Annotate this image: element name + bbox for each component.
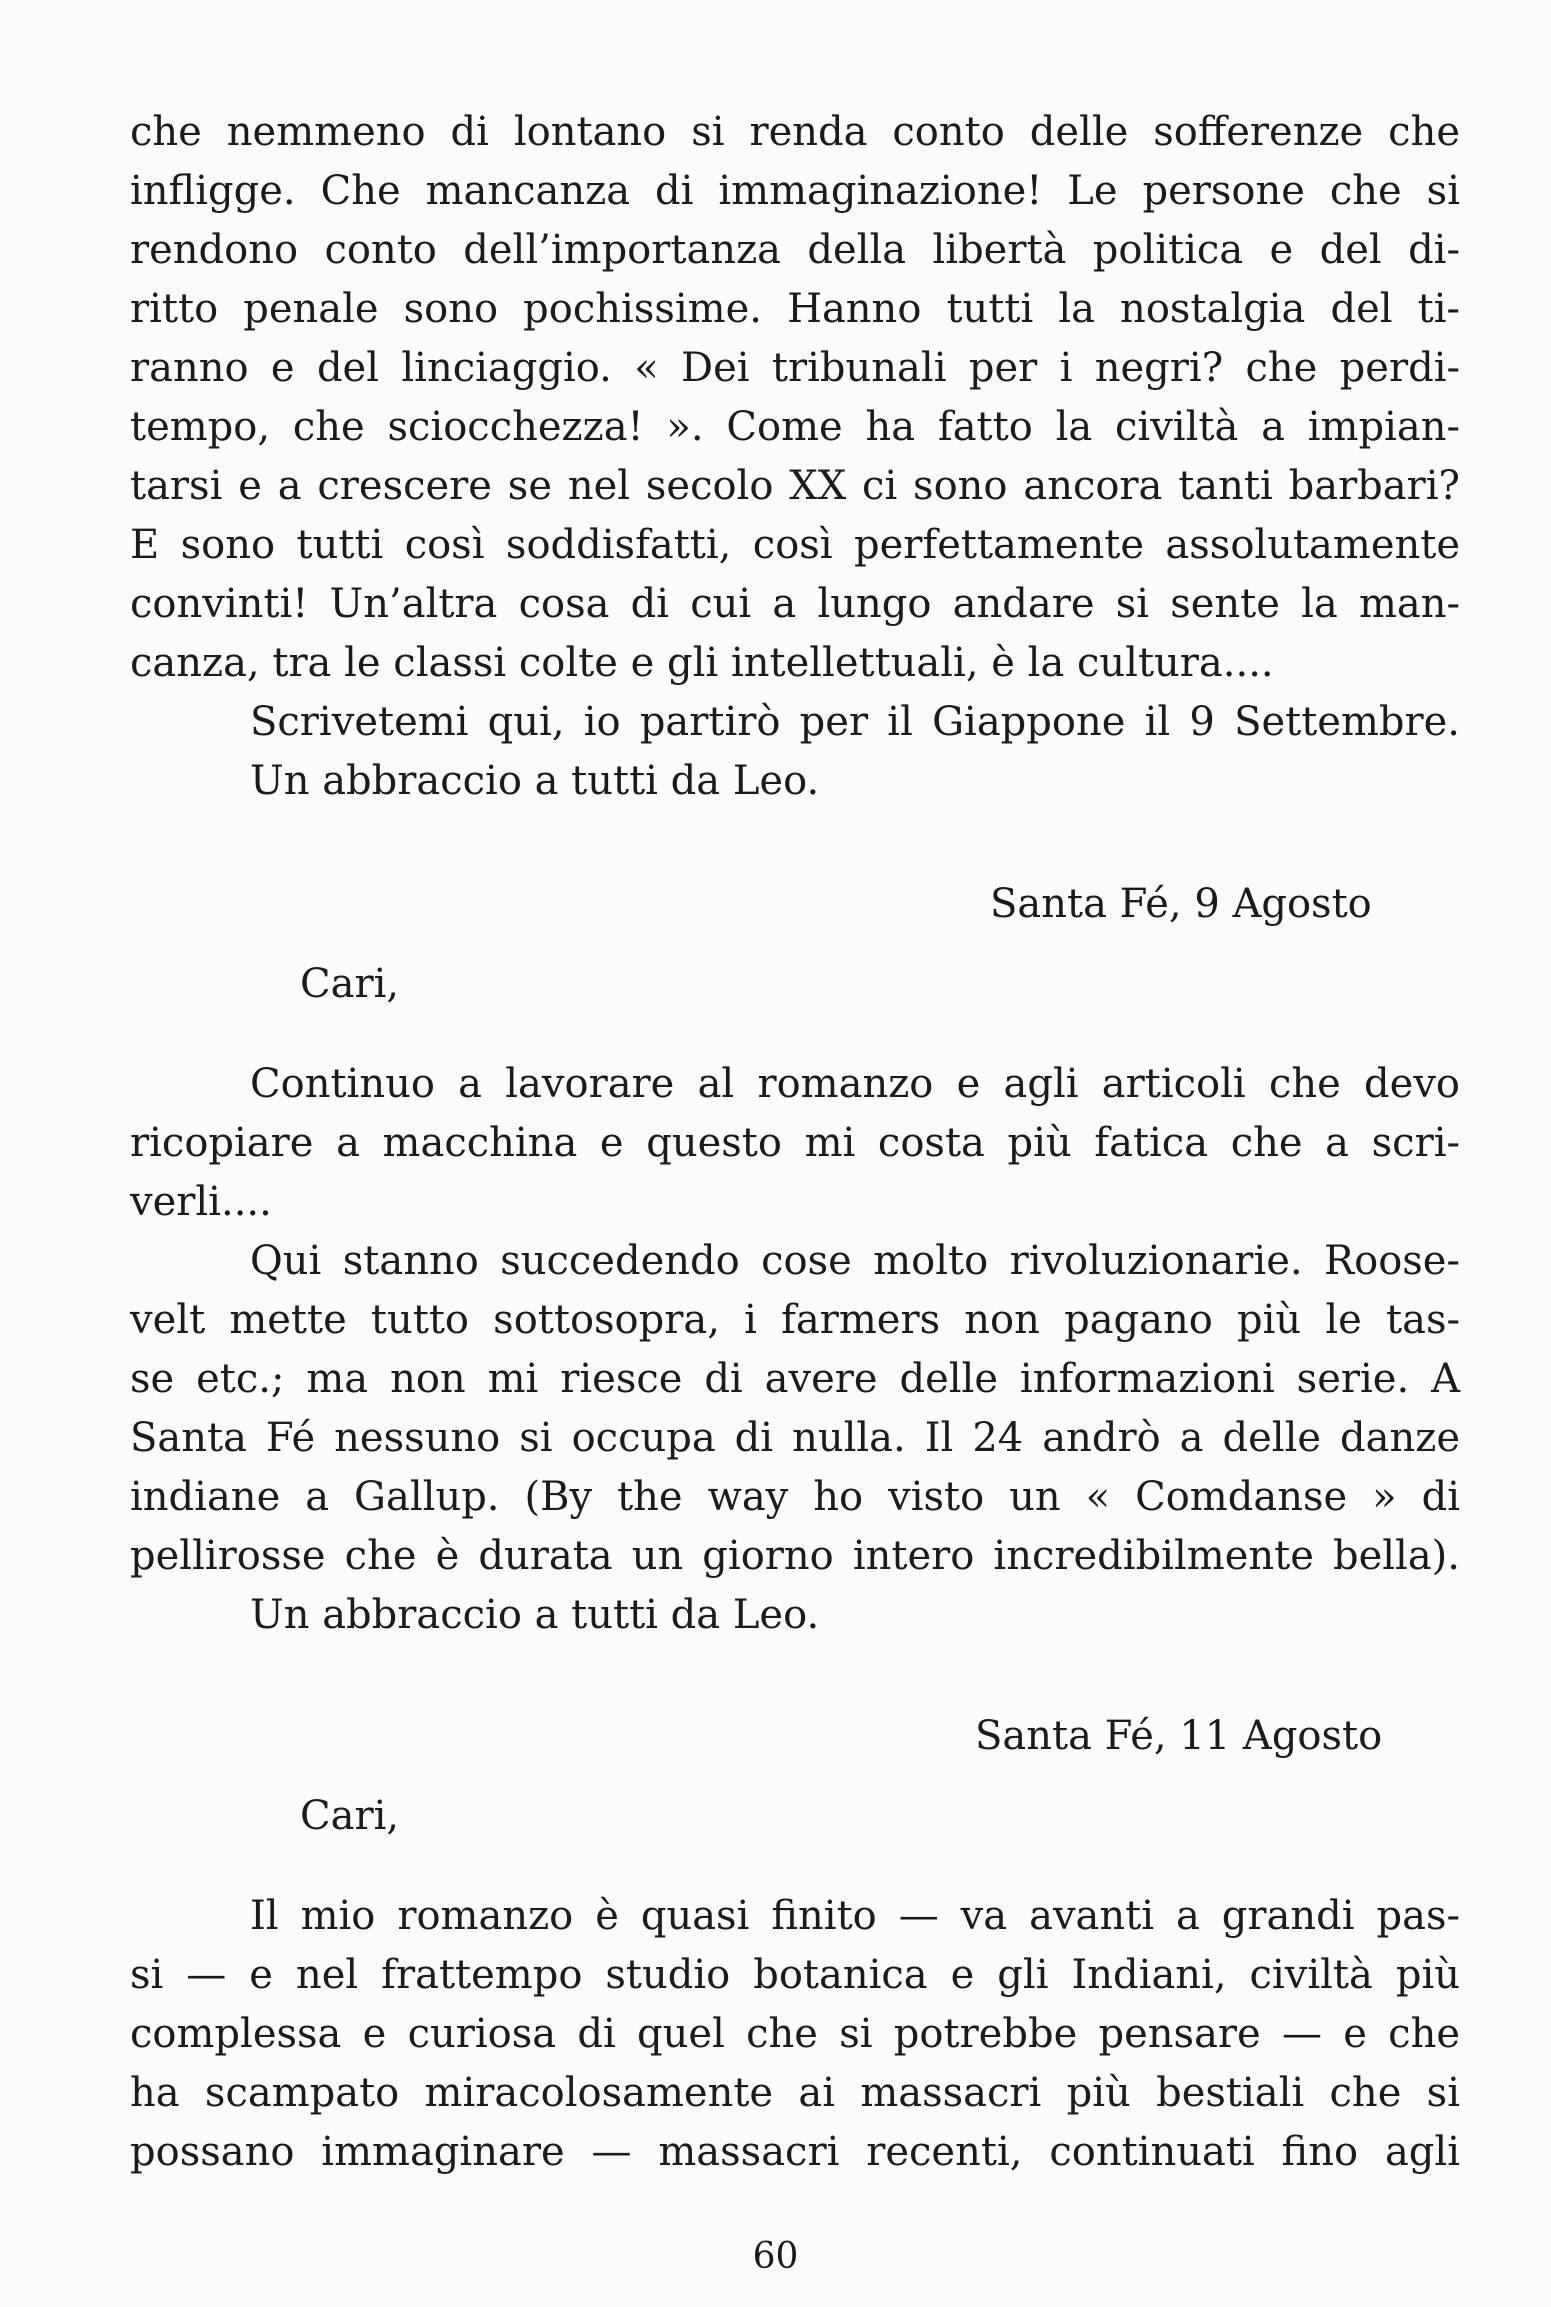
text-line: rendono conto dell’importanza della libertà politica e del di- xyxy=(130,227,1460,273)
text-line: E sono tutti così soddisfatti, così perfettamente assolutamente xyxy=(130,522,1460,568)
text-line: complessa e curiosa di quel che si potrebbe pensare — e che xyxy=(130,2011,1460,2057)
signature-line: Un abbraccio a tutti da Leo. xyxy=(250,758,820,804)
text-line: ricopiare a macchina e questo mi costa più fatica che a scri- xyxy=(130,1120,1460,1166)
text-line: pellirosse che è durata un giorno intero incredibilmente bella). xyxy=(130,1533,1460,1579)
text-line: ritto penale sono pochissime. Hanno tutti la nostalgia del ti- xyxy=(130,286,1460,332)
signature-line: Un abbraccio a tutti da Leo. xyxy=(250,1592,820,1638)
text-line: se etc.; ma non mi riesce di avere delle informazioni serie. A xyxy=(130,1356,1460,1402)
text-line: si — e nel frattempo studio botanica e gli Indiani, civiltà più xyxy=(130,1952,1460,1998)
page-number: 60 xyxy=(752,2236,799,2277)
text-line: possano immaginare — massacri recenti, continuati fino agli xyxy=(130,2129,1460,2175)
text-line: Santa Fé nessuno si occupa di nulla. Il 24 andrò a delle danze xyxy=(130,1415,1460,1461)
text-line: ranno e del linciaggio. « Dei tribunali per i negri? che perdi- xyxy=(130,345,1460,391)
letter-dateline: Santa Fé, 11 Agosto xyxy=(975,1713,1383,1759)
text-line: Continuo a lavorare al romanzo e agli articoli che devo xyxy=(250,1061,1460,1107)
closing-line: Scrivetemi qui, io partirò per il Giappone il 9 Settembre. xyxy=(250,699,1460,745)
text-line: ha scampato miracolosamente ai massacri più bestiali che si xyxy=(130,2070,1460,2116)
text-line: tempo, che sciocchezza! ». Come ha fatto la civiltà a impian- xyxy=(130,404,1460,450)
text-line: canza, tra le classi colte e gli intellettuali, è la cultura.... xyxy=(130,640,1274,686)
text-line: verli.... xyxy=(130,1179,272,1225)
text-line: infligge. Che mancanza di immaginazione! Le persone che si xyxy=(130,168,1460,214)
letter-salutation: Cari, xyxy=(300,1793,400,1839)
text-line: tarsi e a crescere se nel secolo XX ci sono ancora tanti barbari? xyxy=(130,463,1460,509)
text-line: indiane a Gallup. (By the way ho visto un « Comdanse » di xyxy=(130,1474,1460,1520)
text-line: che nemmeno di lontano si renda conto delle sofferenze che xyxy=(130,109,1460,155)
letter-salutation: Cari, xyxy=(300,961,400,1007)
letter-dateline: Santa Fé, 9 Agosto xyxy=(990,881,1372,927)
text-line: Il mio romanzo è quasi finito — va avanti a grandi pas- xyxy=(250,1893,1460,1939)
text-line: convinti! Un’altra cosa di cui a lungo andare si sente la man- xyxy=(130,581,1460,627)
text-line: Qui stanno succedendo cose molto rivoluzionarie. Roose- xyxy=(250,1238,1460,1284)
text-line: velt mette tutto sottosopra, i farmers non pagano più le tas- xyxy=(130,1297,1460,1343)
